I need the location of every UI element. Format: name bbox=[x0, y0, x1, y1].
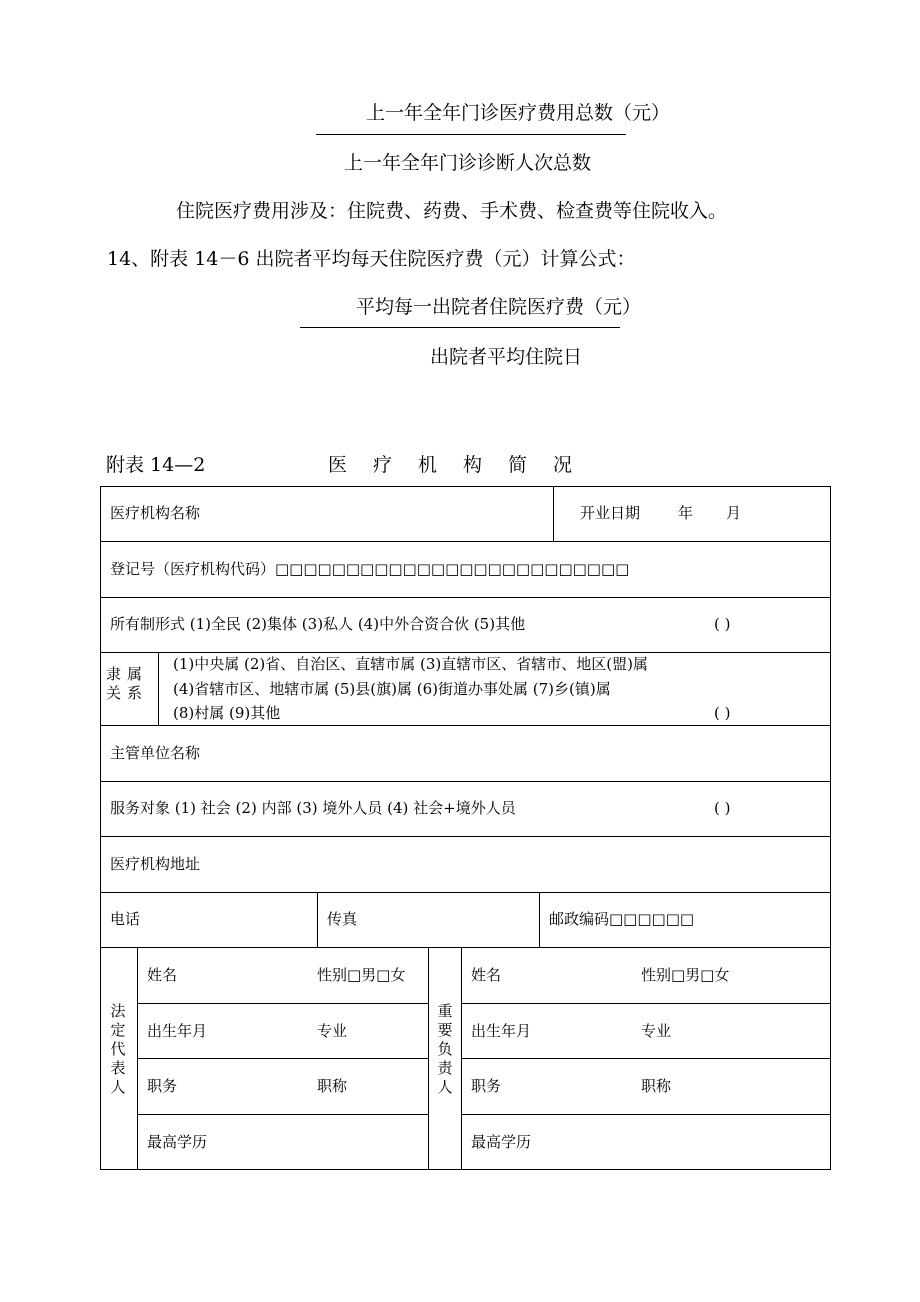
row-divider bbox=[137, 1114, 428, 1115]
col-divider bbox=[317, 892, 318, 947]
legal-rep-birth-label: 出生年月 bbox=[147, 1022, 208, 1040]
key-person-gender-label: 性别□男□女 bbox=[641, 966, 730, 984]
col-divider bbox=[158, 652, 159, 725]
row-divider bbox=[137, 1058, 428, 1059]
row-divider bbox=[461, 1114, 831, 1115]
legal-rep-title-label: 职称 bbox=[317, 1077, 348, 1095]
key-person-name-label: 姓名 bbox=[471, 966, 502, 984]
affiliation-options-line3: (8)村属 (9)其他 bbox=[173, 704, 281, 722]
key-person-education-label: 最高学历 bbox=[471, 1133, 532, 1151]
legal-representative-label: 法定代表人 bbox=[110, 1002, 126, 1096]
legal-rep-major-label: 专业 bbox=[317, 1022, 348, 1040]
row-divider bbox=[461, 1003, 831, 1004]
legal-rep-gender-label: 性别□男□女 bbox=[317, 966, 406, 984]
row-divider bbox=[137, 1003, 428, 1004]
formula1-numerator: 上一年全年门诊医疗费用总数（元） bbox=[366, 102, 671, 124]
col-divider bbox=[428, 947, 429, 1170]
legal-rep-education-label: 最高学历 bbox=[147, 1133, 208, 1151]
item-14-heading: 14、附表 14－6 出院者平均每天住院医疗费（元）计算公式： bbox=[107, 248, 636, 270]
opening-year-label: 年 bbox=[678, 504, 694, 522]
ownership-answer-paren: ( ) bbox=[714, 615, 731, 633]
supervising-unit-label: 主管单位名称 bbox=[110, 744, 201, 762]
col-divider bbox=[137, 947, 138, 1170]
row-divider bbox=[100, 892, 831, 893]
col-divider bbox=[553, 486, 554, 541]
row-divider bbox=[100, 725, 831, 726]
postcode-label: 邮政编码□□□□□□ bbox=[549, 910, 695, 928]
registration-code-label: 登记号（医疗机构代码）□□□□□□□□□□□□□□□□□□□□□□□□□ bbox=[110, 560, 630, 578]
formula2-numerator: 平均每一出院者住院医疗费（元） bbox=[356, 296, 642, 318]
legal-rep-name-label: 姓名 bbox=[147, 966, 178, 984]
key-person-position-label: 职务 bbox=[471, 1077, 502, 1095]
key-person-title-label: 职称 bbox=[641, 1077, 672, 1095]
opening-month-label: 月 bbox=[726, 504, 742, 522]
formula2-fraction-line bbox=[300, 327, 620, 328]
affiliation-answer-paren: ( ) bbox=[714, 704, 731, 722]
table-title: 医疗机构简况 bbox=[328, 454, 599, 476]
row-divider bbox=[100, 836, 831, 837]
affiliation-options-line2: (4)省辖市区、地辖市属 (5)县(旗)属 (6)街道办事处属 (7)乡(镇)属 bbox=[173, 680, 611, 698]
service-target-options: 服务对象 (1) 社会 (2) 内部 (3) 境外人员 (4) 社会+境外人员 bbox=[110, 799, 516, 817]
table-label: 附表 14—2 bbox=[106, 454, 206, 476]
legal-rep-position-label: 职务 bbox=[147, 1077, 178, 1095]
formula2-denominator: 出院者平均住院日 bbox=[430, 346, 583, 368]
row-divider bbox=[100, 597, 831, 598]
affiliation-options-line1: (1)中央属 (2)省、自治区、直辖市属 (3)直辖市区、省辖市、地区(盟)属 bbox=[173, 655, 648, 673]
institution-name-label: 医疗机构名称 bbox=[110, 504, 201, 522]
note-inpatient-costs: 住院医疗费用涉及：住院费、药费、手术费、检查费等住院收入。 bbox=[176, 200, 728, 222]
key-person-major-label: 专业 bbox=[641, 1022, 672, 1040]
opening-date-label: 开业日期 bbox=[580, 504, 641, 522]
col-divider bbox=[539, 892, 540, 947]
row-divider bbox=[100, 781, 831, 782]
key-person-birth-label: 出生年月 bbox=[471, 1022, 532, 1040]
address-label: 医疗机构地址 bbox=[110, 855, 201, 873]
ownership-form-options: 所有制形式 (1)全民 (2)集体 (3)私人 (4)中外合资合伙 (5)其他 bbox=[110, 615, 526, 633]
col-divider bbox=[461, 947, 462, 1170]
key-person-label: 重要负责人 bbox=[437, 1002, 453, 1096]
row-divider bbox=[461, 1058, 831, 1059]
row-divider bbox=[100, 947, 831, 948]
institution-overview-table bbox=[100, 486, 831, 1170]
row-divider bbox=[100, 541, 831, 542]
affiliation-label: 隶属关系 bbox=[106, 665, 149, 702]
service-answer-paren: ( ) bbox=[714, 799, 731, 817]
fax-label: 传真 bbox=[327, 910, 358, 928]
phone-label: 电话 bbox=[110, 910, 141, 928]
formula1-denominator: 上一年全年门诊诊断人次总数 bbox=[344, 152, 592, 174]
row-divider bbox=[100, 652, 831, 653]
formula1-fraction-line bbox=[316, 134, 626, 135]
